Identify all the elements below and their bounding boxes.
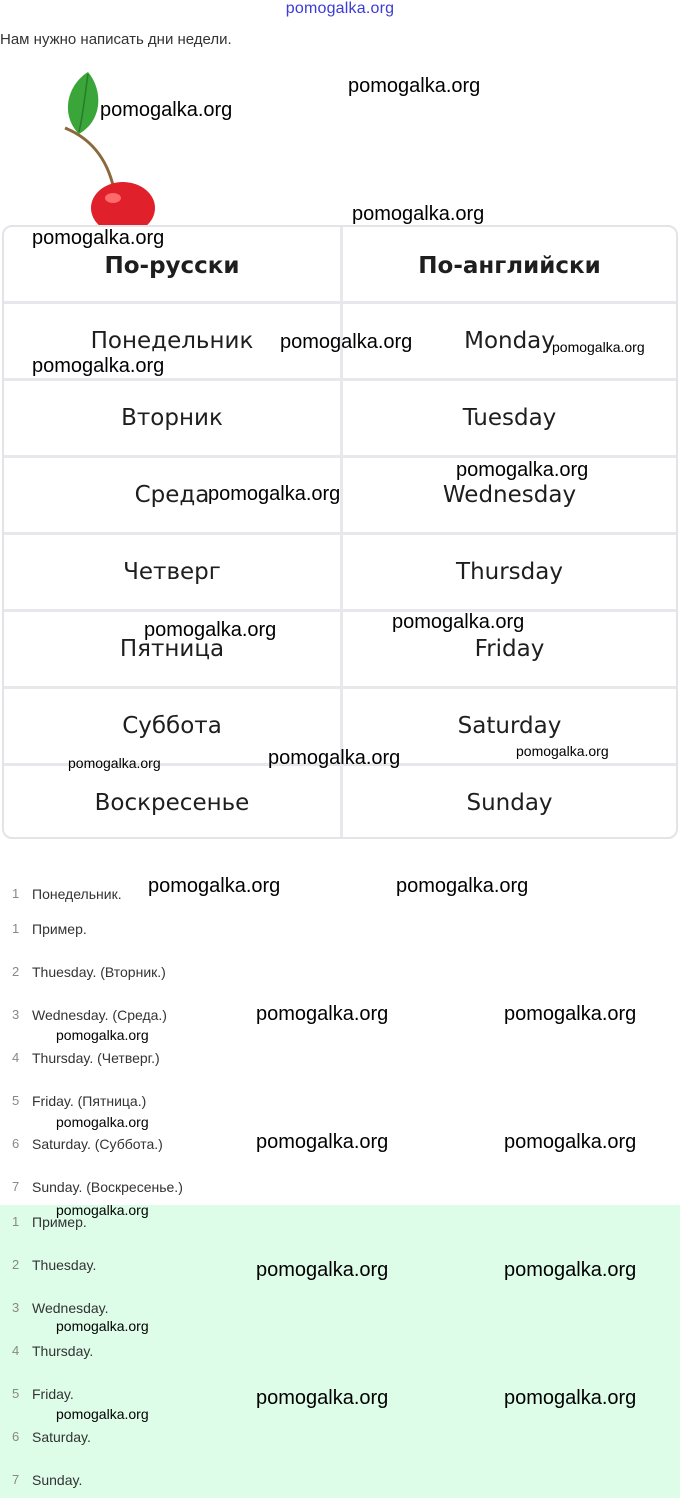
list-text: Friday. (Пятница.) (32, 1093, 147, 1109)
watermark: pomogalka.org (256, 1259, 389, 1281)
list-number: 1 (12, 921, 20, 936)
list-text: Saturday. (Суббота.) (32, 1136, 163, 1152)
list-number: 7 (12, 1179, 20, 1194)
list-text: Thursday. (Четверг.) (32, 1050, 160, 1066)
list-number: 4 (12, 1050, 20, 1065)
watermark: pomogalka.org (456, 459, 589, 481)
table-header-russian: По-русски (104, 252, 240, 279)
watermark: pomogalka.org (68, 755, 161, 771)
table-cell-english: Tuesday (462, 405, 557, 431)
watermark: pomogalka.org (56, 1406, 149, 1422)
list-text: Sunday. (Воскресенье.) (32, 1179, 183, 1195)
watermark: pomogalka.org (256, 1003, 389, 1025)
list-number: 1 (12, 886, 20, 901)
table-cell-russian: Среда (134, 482, 210, 508)
watermark: pomogalka.org (396, 875, 529, 897)
list-item (0, 886, 680, 906)
list-text: Понедельник. (32, 886, 122, 902)
watermark: pomogalka.org (504, 1003, 637, 1025)
site-header-link[interactable]: pomogalka.org (285, 0, 395, 17)
list-text: Thuesday. (Вторник.) (32, 964, 166, 980)
table-cell-russian: Суббота (122, 713, 222, 739)
list-text: Saturday. (32, 1429, 91, 1445)
watermark: pomogalka.org (352, 203, 485, 225)
watermark: pomogalka.org (56, 1318, 149, 1334)
watermark: pomogalka.org (56, 1027, 149, 1043)
list-number: 5 (12, 1093, 20, 1108)
watermark: pomogalka.org (552, 339, 645, 355)
list-item (0, 964, 680, 984)
table-cell-english: Wednesday (442, 482, 577, 508)
list-text: Thursday. (32, 1343, 94, 1359)
watermark: pomogalka.org (504, 1131, 637, 1153)
list-item (0, 1429, 680, 1449)
table-cell-english: Friday (474, 636, 545, 662)
watermark: pomogalka.org (148, 875, 281, 897)
table-cell-russian: Вторник (121, 405, 223, 431)
table-cell-english: Monday (464, 328, 555, 354)
list-number: 1 (12, 1214, 20, 1229)
list-number: 2 (12, 1257, 20, 1272)
watermark: pomogalka.org (516, 743, 609, 759)
table-row (4, 763, 676, 839)
watermark: pomogalka.org (100, 99, 233, 121)
list-number: 7 (12, 1472, 20, 1487)
list-item (0, 1343, 680, 1363)
watermark: pomogalka.org (56, 1114, 149, 1130)
watermark: pomogalka.org (144, 619, 277, 641)
table-cell-russian: Пятница (119, 636, 225, 662)
cherry-illustration (55, 70, 165, 230)
list-text: Wednesday. (32, 1300, 109, 1316)
list-text: Friday. (32, 1386, 74, 1402)
watermark: pomogalka.org (348, 75, 481, 97)
list-text: Thuesday. (32, 1257, 97, 1273)
list-item (0, 1179, 680, 1199)
table-cell-english: Thursday (456, 559, 563, 585)
list-text: Пример. (32, 1214, 87, 1230)
list-text: Пример. (32, 921, 87, 937)
watermark: pomogalka.org (392, 611, 525, 633)
table-cell-russian: Четверг (123, 559, 221, 585)
list-item (0, 1472, 680, 1492)
list-item (0, 1050, 680, 1070)
list-text: Wednesday. (Среда.) (32, 1007, 167, 1023)
table-cell-russian: Воскресенье (94, 790, 250, 816)
list-item (0, 921, 680, 941)
watermark: pomogalka.org (256, 1387, 389, 1409)
table-row (4, 609, 676, 686)
list-number: 6 (12, 1136, 20, 1151)
table-row (4, 532, 676, 609)
watermark: pomogalka.org (56, 1202, 149, 1218)
table-row (4, 378, 676, 455)
table-cell-english: Saturday (457, 713, 562, 739)
watermark: pomogalka.org (32, 355, 165, 377)
list-number: 6 (12, 1429, 20, 1444)
table-cell-english: Sunday (466, 790, 553, 816)
watermark: pomogalka.org (504, 1259, 637, 1281)
list-item (0, 1300, 680, 1320)
table-header-english: По-английски (418, 252, 601, 279)
list-number: 5 (12, 1386, 20, 1401)
list-number: 4 (12, 1343, 20, 1358)
list-number: 3 (12, 1007, 20, 1022)
watermark: pomogalka.org (268, 747, 401, 769)
intro-text: Нам нужно написать дни недели. (0, 31, 232, 48)
list-number: 2 (12, 964, 20, 979)
watermark: pomogalka.org (32, 227, 165, 249)
list-item (0, 1093, 680, 1113)
watermark: pomogalka.org (504, 1387, 637, 1409)
list-number: 3 (12, 1300, 20, 1315)
watermark: pomogalka.org (280, 331, 413, 353)
table-cell-russian: Понедельник (90, 328, 254, 354)
watermark: pomogalka.org (208, 483, 341, 505)
list-text: Sunday. (32, 1472, 83, 1488)
watermark: pomogalka.org (256, 1131, 389, 1153)
